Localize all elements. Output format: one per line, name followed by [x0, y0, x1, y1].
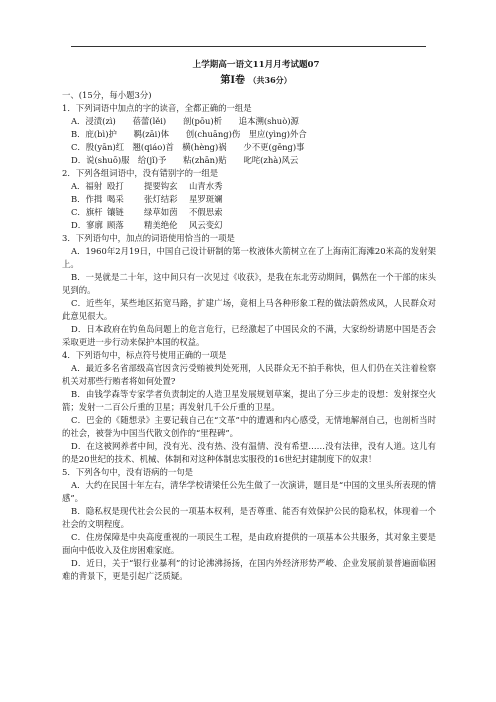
q2-cell: 不假思索: [189, 207, 223, 217]
q2-cell: 镶链: [107, 207, 124, 217]
page-title: 上学期高一语文11月月考试题07: [192, 60, 320, 70]
q4-option-b: B．由钱学森等专家学者负责制定的人造卫星发展规划草案，提出了分三步走的设想：发射探空火箭；发射一二百公斤重的卫星；再发射几千公斤重的卫星。: [62, 389, 436, 412]
q5-option-a: A．大约在民国十年左右，清华学校请梁任公先生做了一次演讲，题目是“中国的文里头所表现的情感”。: [62, 480, 436, 503]
q4-option-d: D．在这被网养者中间，没有光、没有热、没有温情、没有希望……没有法律，没有人道。这儿有的是20世纪的技术、机械、体制和对这种体制忠实服役的16世纪封建制度下的奴隶！: [62, 441, 436, 464]
q3-option-b: B．一晃就是二十年，这中间只有一次见过《收获》，是我在东北劳动期间，偶然在一个干部的床头见到的。: [62, 272, 436, 295]
q2-cell: 绿草如茵: [144, 207, 178, 217]
q4-option-a: A．最近多名省部级高官因贪污受贿被判处死刑，人民群众无不拍手称快，但人们仍在关注着检察机关对那些行贿者将如何处置?: [62, 363, 436, 386]
q2-cell: 顾落: [107, 220, 124, 230]
q2-cell: 殴打: [107, 181, 124, 191]
q1-option-c: C．殷(yān)红 翘(qiáo)首 横(hèng)祸 少不更(gēng)事: [71, 142, 305, 152]
q2-cell: 精美绝伦: [144, 220, 178, 230]
q5-option-c: C．住房保障是中央高度重视的一项民生工程，是由政府提供的一项基本公共服务，其对象主要是面向中低收入及住房困难家庭。: [62, 532, 436, 555]
q4-option-c: C．巴金的《随想录》主要记载自己在“文革”中的遭遇和内心感受，无情地解剖自己，也剖析当时的社会，被誉为中国当代散文创作的“里程碑”。: [62, 415, 436, 438]
q2-row-a: [62, 180, 436, 193]
volume-points: （共36分）: [248, 75, 292, 85]
q3-option-d: D．日本政府在钓鱼岛问题上的危言危行，已经激起了中国民众的不满，大家纷纷请愿中国是否会采取更进一步行动来保护本国的权益。: [62, 324, 436, 347]
q4-stem: 4．下列语句中，标点符号使用正确的一项是: [62, 350, 227, 360]
q2-cell: D．寥廓: [71, 220, 103, 230]
q2-cell: 喝采: [107, 194, 124, 204]
q2-cell: A．福射: [71, 181, 103, 191]
q5-option-b: B．隐私权是现代社会公民的一项基本权利，是否尊重、能否有效保护公民的隐私权，体现着一个社会的文明程度。: [62, 506, 436, 529]
q2-cell: C．旗杆: [71, 207, 103, 217]
header-rule: [71, 46, 426, 47]
q3-option-a: A．1960年2月19日，中国自己设计研制的第一枚液体火箭树立在了上海南汇海滩20米高的发射架上。: [62, 246, 436, 269]
q2-row-d: [62, 219, 436, 232]
volume-label: 第Ⅰ卷: [220, 75, 246, 86]
q2-row-b: [62, 193, 436, 206]
q3-option-c: C．近些年，某些地区拓宽马路，扩建广场，竟相上马各种形象工程的做法蔚然成风，人民群众对此意见很大。: [62, 298, 436, 321]
q1-option-d: D．说(shuō)服 给(jǐ)予 粘(zhān)贴 叱咤(zhà)风云: [71, 155, 299, 165]
q2-cell: 星罗斑斓: [189, 194, 223, 204]
section-heading: 一、(15分，每小题3分): [62, 90, 152, 100]
exam-page: [62, 59, 436, 583]
q2-cell: 山青水秀: [189, 181, 223, 191]
q1-option-b: B．庇(bì)护 羁(zāi)体 创(chuāng)伤 里应(yìng)外合: [71, 129, 307, 139]
q2-cell: 张灯结彩: [144, 194, 178, 204]
q1-option-a: A．浸渍(zì) 蓓蕾(lěi) 剖(pōu)析 追本溯(shuò)源: [71, 116, 299, 126]
q2-stem: 2．下列各组词语中，没有错别字的一组是: [62, 168, 219, 178]
q2-cell: 提要钩玄: [144, 181, 178, 191]
q1-stem: 1．下列词语中加点的字的读音，全都正确的一组是: [62, 103, 252, 113]
q5-stem: 5．下列各句中，没有语病的一句是: [62, 467, 193, 477]
volume-heading: [76, 72, 436, 89]
q2-row-c: [62, 206, 436, 219]
q2-cell: B．作揖: [71, 194, 103, 204]
q3-stem: 3．下列语句中，加点的词语使用恰当的一项是: [62, 233, 235, 243]
q5-option-d: D．近日，关于“银行业暴利”的讨论沸沸扬扬，在国内外经济形势严峻、企业发展前景普遍面临困难的背景下，更是引起广泛质疑。: [62, 558, 436, 581]
q2-cell: 风云变幻: [189, 220, 223, 230]
